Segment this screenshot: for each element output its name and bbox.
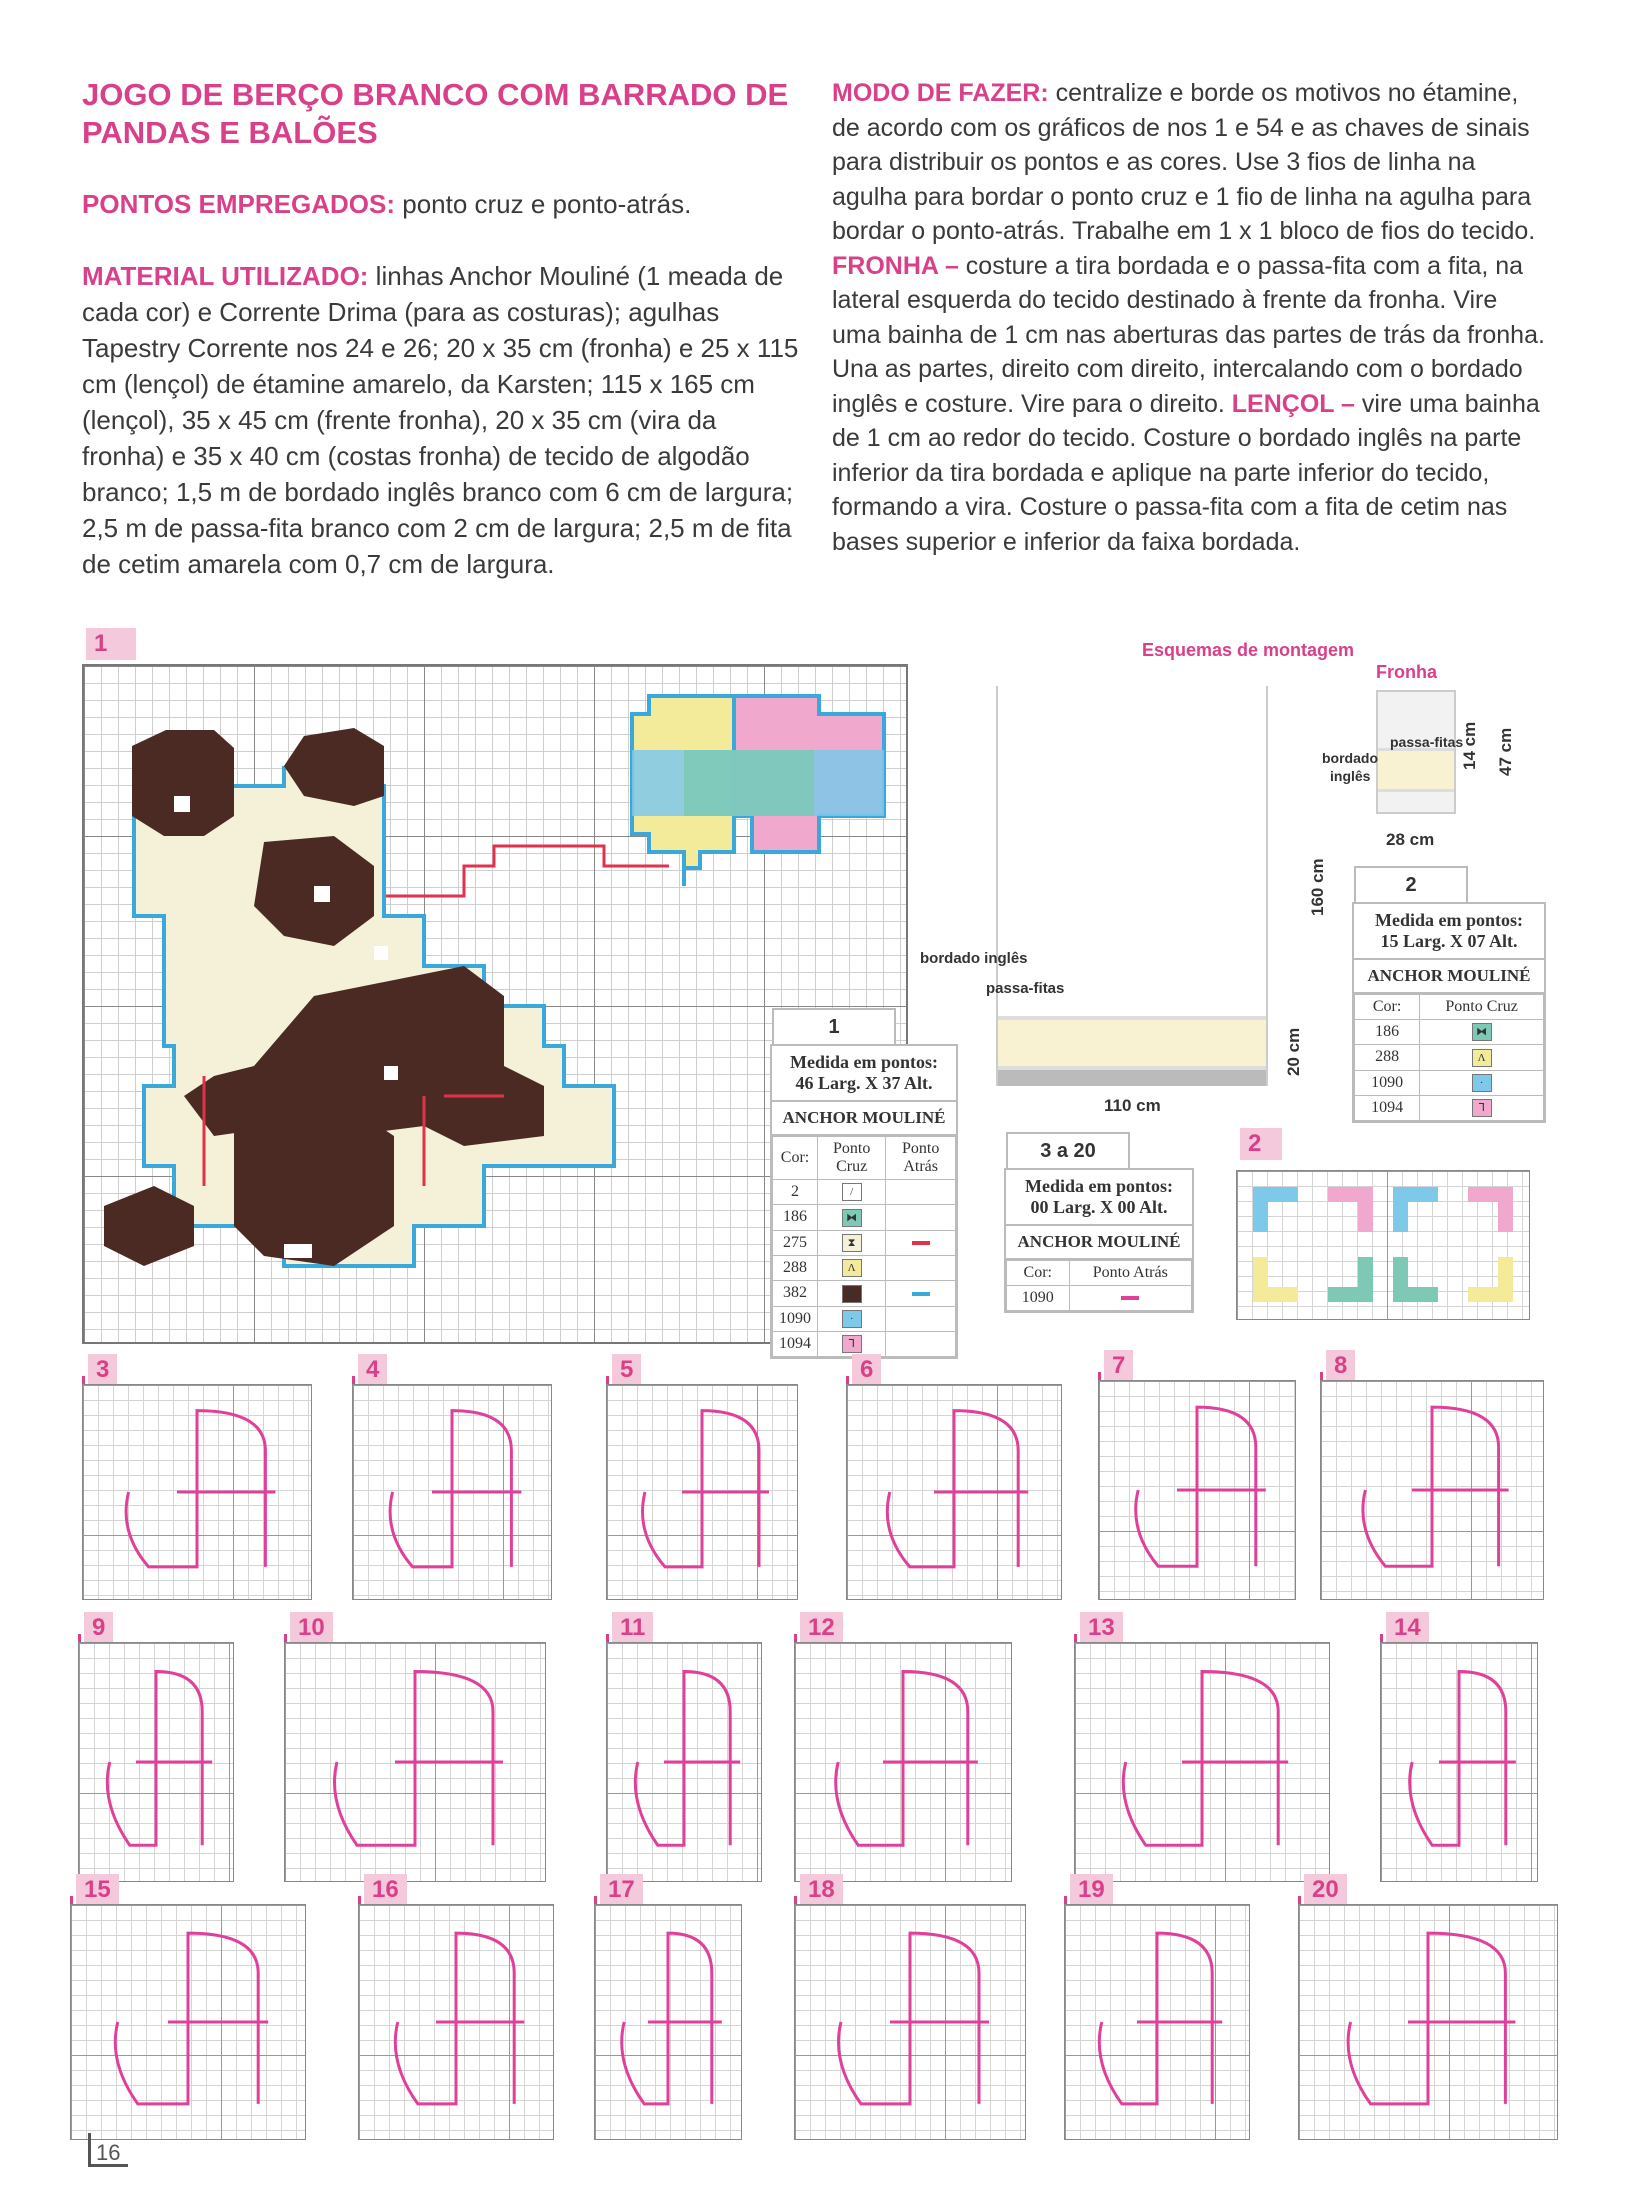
- material-label: MATERIAL UTILIZADO:: [82, 261, 369, 291]
- pontos-label: PONTOS EMPREGADOS:: [82, 189, 396, 219]
- lencol-text: vire uma bainha de 1 cm ao redor do tecido. Costure o bordado inglês na parte inferior da tira bordada e aplique na parte inferior do tecido, formando a vira. Costure o passa-fita com a fita de cetim nas bases superior e inferior da faixa bordada.: [832, 389, 1540, 556]
- legend1-col-atras: Ponto Atrás: [886, 1137, 956, 1180]
- legend3-col-cor: Cor:: [1007, 1261, 1070, 1286]
- page-number: 16: [96, 2140, 121, 2165]
- dim-160: 160 cm: [1308, 858, 1327, 916]
- legend-chart2: [1352, 874, 1546, 1123]
- legend2-medida-label: Medida em pontos:: [1375, 910, 1523, 930]
- legend1-cor: 1094: [773, 1331, 818, 1356]
- fronha-label: FRONHA –: [832, 251, 959, 280]
- right-text-column: [832, 76, 1552, 595]
- letter-chart-number: 16: [364, 1874, 407, 1906]
- letter-chart-number: 5: [612, 1354, 641, 1386]
- letter-chart-12: [794, 1612, 1010, 1880]
- letter-stroke: [836, 1672, 978, 1846]
- legend1-medida-value: 46 Larg. X 37 Alt.: [795, 1073, 933, 1093]
- legend3-medida: [1006, 1170, 1192, 1226]
- letter-chart-16: [358, 1874, 552, 2138]
- legend2-swatch: ⧓: [1420, 1020, 1544, 1045]
- legend3-cor: 1090: [1007, 1286, 1070, 1311]
- letter-chart-number: 12: [800, 1612, 843, 1644]
- legend3-row: [1007, 1286, 1192, 1311]
- letter-stroke: [107, 1672, 212, 1846]
- letter-stitch-lines: [353, 1385, 551, 1599]
- letter-chart-number: 14: [1386, 1612, 1429, 1644]
- letter-stitch-lines: [71, 1905, 305, 2139]
- letter-stroke: [622, 1933, 722, 2104]
- letter-chart-18: [794, 1874, 1024, 2138]
- legend1-swatch: Λ: [818, 1255, 886, 1280]
- letter-chart-number: 8: [1326, 1350, 1355, 1382]
- legend2-swatch: Λ: [1420, 1045, 1544, 1070]
- lencol-passa-fitas: passa-fitas: [986, 980, 1065, 997]
- letter-chart-grid: [1298, 1904, 1558, 2140]
- dim-110: 110 cm: [1104, 1096, 1161, 1115]
- fronha-text: costure a tira bordada e o passa-fita com a fita, na lateral esquerda do tecido destinado à frente da fronha. Vire uma bainha de 1 cm nas aberturas das partes de trás da fronha. Una as partes, direito com direito, intercalando com o bordado inglês e costure. Vire para o direito.: [832, 251, 1545, 418]
- letter-chart-grid: [1064, 1904, 1250, 2140]
- legend2-tab: 2: [1354, 866, 1468, 902]
- legend-letters: [1004, 1140, 1194, 1313]
- balloon-motif: [384, 696, 884, 896]
- legend1-swatch: ·: [818, 1306, 886, 1331]
- legend1-cor: 2: [773, 1180, 818, 1205]
- legend2-cor: 1094: [1355, 1095, 1420, 1120]
- legend2-medida-value: 15 Larg. X 07 Alt.: [1380, 931, 1518, 951]
- letter-chart-4: [352, 1354, 550, 1598]
- letter-chart-grid: [358, 1904, 554, 2140]
- legend1-row: [773, 1306, 956, 1331]
- letter-chart-number: 17: [600, 1874, 643, 1906]
- letter-chart-number: 19: [1070, 1874, 1113, 1906]
- letter-stitch-lines: [595, 1905, 741, 2139]
- fronha-passa-fitas: passa-fitas: [1390, 734, 1464, 750]
- letter-stitch-lines: [607, 1385, 797, 1599]
- legend3-medida-value: 00 Larg. X 00 Alt.: [1030, 1197, 1168, 1217]
- legend1-cor: 1090: [773, 1306, 818, 1331]
- letter-chart-20: [1298, 1874, 1556, 2138]
- letter-chart-grid: [284, 1642, 546, 1882]
- pontos-paragraph: [82, 186, 802, 222]
- material-paragraph: [82, 258, 802, 582]
- letter-chart-grid: [78, 1642, 234, 1882]
- letter-stroke: [1363, 1407, 1509, 1566]
- legend3-table: [1006, 1260, 1192, 1311]
- legend1-medida-label: Medida em pontos:: [790, 1052, 938, 1072]
- montagem-title: Esquemas de montagem: [1142, 640, 1355, 660]
- article-title: JOGO DE BERÇO BRANCO COM BARRADO DE PANDAS E BALÕES: [82, 77, 789, 150]
- letter-chart-number: 6: [852, 1354, 881, 1386]
- legend1-atras: [886, 1306, 956, 1331]
- legend1-cor: 186: [773, 1205, 818, 1230]
- letter-chart-grid: [1380, 1642, 1538, 1882]
- letter-chart-7: [1098, 1350, 1294, 1598]
- letter-chart-3: [82, 1354, 310, 1598]
- legend2-cor: 186: [1355, 1020, 1420, 1045]
- letter-chart-number: 20: [1304, 1874, 1347, 1906]
- chart2-pattern: [1237, 1171, 1529, 1319]
- letter-chart-grid: [594, 1904, 742, 2140]
- legend1-brand: ANCHOR MOULINÉ: [772, 1102, 956, 1136]
- material-text: linhas Anchor Mouliné (1 meada de cada cor) e Corrente Drima (para as costuras); agulhas Tapestry Corrente nos 24 e 26; 20 x 35 cm (fronha) e 25 x 115 cm (lençol) de étamine amarelo, da Karsten; 115 x 165 cm (lençol), 35 x 45 cm (frente fronha), 20 x 35 cm (vira da fronha) e 35 x 40 cm (costas fronha) de tecido de algodão branco; 1,5 m de bordado inglês branco com 6 cm de largura; 2,5 m de passa-fita branco com 2 cm de largura; 2,5 m de fita de cetim amarela com 0,7 cm de largura.: [82, 261, 799, 579]
- letter-stitch-lines: [795, 1905, 1025, 2139]
- legend1-row: [773, 1331, 956, 1356]
- letter-chart-grid: [794, 1904, 1026, 2140]
- fronha-scheme: [1376, 690, 1456, 814]
- legend1-swatch: ⧓: [818, 1205, 886, 1230]
- legend2-swatch: ·: [1420, 1070, 1544, 1095]
- letter-chart-grid: [846, 1384, 1062, 1600]
- legend-chart1: [770, 1016, 958, 1359]
- legend1-swatch: /: [818, 1180, 886, 1205]
- legend3-atras: [1069, 1286, 1191, 1311]
- letter-chart-number: 3: [88, 1354, 117, 1386]
- letter-chart-17: [594, 1874, 740, 2138]
- lencol-bottom: [998, 1070, 1266, 1086]
- letter-stroke: [1136, 1407, 1266, 1566]
- legend2-cor: 288: [1355, 1045, 1420, 1070]
- legend1-col-cruz: Ponto Cruz: [818, 1137, 886, 1180]
- chart2-number: 2: [1240, 1128, 1282, 1160]
- legend1-swatch: ⧗: [818, 1230, 886, 1255]
- letter-chart-14: [1380, 1612, 1536, 1880]
- letter-stroke: [335, 1672, 504, 1846]
- lencol-scheme: [996, 686, 1268, 1086]
- dim-47: 47 cm: [1496, 727, 1515, 776]
- letter-stitch-lines: [79, 1643, 233, 1881]
- letter-stroke: [1348, 1933, 1515, 2104]
- letter-stroke: [1410, 1672, 1516, 1846]
- letter-stroke: [643, 1411, 770, 1567]
- letter-stitch-lines: [847, 1385, 1061, 1599]
- letter-chart-number: 4: [358, 1354, 387, 1386]
- legend1-swatch: ᒣ: [818, 1331, 886, 1356]
- letter-chart-13: [1074, 1612, 1328, 1880]
- chart1-number: 1: [86, 628, 136, 660]
- legend2-row: [1355, 1020, 1544, 1045]
- legend1-atras: [886, 1205, 956, 1230]
- legend3-medida-label: Medida em pontos:: [1025, 1176, 1173, 1196]
- letter-chart-grid: [606, 1642, 762, 1882]
- letter-stroke: [395, 1933, 524, 2104]
- legend1-row: [773, 1281, 956, 1306]
- letter-chart-grid: [606, 1384, 798, 1600]
- legend2-swatch: ᒣ: [1420, 1095, 1544, 1120]
- letter-chart-19: [1064, 1874, 1248, 2138]
- letter-stroke: [887, 1411, 1028, 1567]
- letter-chart-15: [70, 1874, 304, 2138]
- lencol-bordado-ingles: bordado inglês: [920, 950, 1028, 967]
- letter-stitch-lines: [1075, 1643, 1329, 1881]
- legend1-row: [773, 1255, 956, 1280]
- lencol-label: LENÇOL –: [1231, 389, 1355, 418]
- letter-chart-number: 15: [76, 1874, 119, 1906]
- dim-28: 28 cm: [1386, 830, 1435, 849]
- legend2-brand: ANCHOR MOULINÉ: [1354, 960, 1544, 994]
- letter-stitch-lines: [1299, 1905, 1557, 2139]
- page-number-bar: [88, 2133, 91, 2167]
- letter-stitch-lines: [285, 1643, 545, 1881]
- legend1-tab: 1: [772, 1008, 896, 1044]
- legend1-atras: [886, 1281, 956, 1306]
- letter-chart-11: [606, 1612, 760, 1880]
- letter-chart-number: 10: [290, 1612, 333, 1644]
- legend1-atras: [886, 1331, 956, 1356]
- legend1-medida: [772, 1046, 956, 1102]
- legend1-atras: [886, 1255, 956, 1280]
- letter-chart-number: 11: [612, 1612, 653, 1644]
- letter-stitch-lines: [607, 1643, 761, 1881]
- letter-chart-number: 13: [1080, 1612, 1123, 1644]
- modo-label: MODO DE FAZER:: [832, 79, 1049, 107]
- letter-chart-10: [284, 1612, 544, 1880]
- letter-chart-grid: [1320, 1380, 1544, 1600]
- fronha-ingles: inglês: [1330, 768, 1371, 784]
- letter-stitch-lines: [1381, 1643, 1537, 1881]
- legend3-col-atras: Ponto Atrás: [1069, 1261, 1191, 1286]
- legend1-cor: 288: [773, 1255, 818, 1280]
- legend1-atras: [886, 1230, 956, 1255]
- letter-chart-grid: [70, 1904, 306, 2140]
- modo-paragraph: [832, 76, 1552, 559]
- letter-stroke: [115, 1933, 268, 2104]
- modo-text: centralize e borde os motivos no étamine, de acordo com os gráficos de nos 1 e 54 e as chaves de sinais para distribuir os pontos e as cores. Use 3 fios de linha na agulha para bordar o ponto cruz e 1 fio de linha na agulha para bordar o ponto-atrás. Trabalhe em 1 x 1 bloco de fios do tecido.: [832, 79, 1536, 245]
- legend2-table: [1354, 994, 1544, 1121]
- letter-chart-number: 9: [84, 1612, 113, 1644]
- left-text-column: [82, 186, 802, 618]
- fronha-bordado: bordado: [1322, 750, 1378, 766]
- legend1-col-cor: Cor:: [773, 1137, 818, 1180]
- legend1-cor: 275: [773, 1230, 818, 1255]
- lencol-band: [998, 1016, 1266, 1070]
- letter-chart-grid: [1074, 1642, 1330, 1882]
- letter-stitch-lines: [1321, 1381, 1543, 1599]
- letter-stroke: [1099, 1933, 1222, 2104]
- fronha-band: [1378, 748, 1454, 792]
- letter-stitch-lines: [359, 1905, 553, 2139]
- legend2-medida: [1354, 904, 1544, 960]
- letter-stitch-lines: [795, 1643, 1011, 1881]
- letter-chart-number: 7: [1104, 1350, 1133, 1382]
- dim-14: 14 cm: [1460, 721, 1479, 770]
- legend2-cor: 1090: [1355, 1070, 1420, 1095]
- legend3-tab: 3 a 20: [1006, 1132, 1130, 1168]
- legend2-col-cruz: Ponto Cruz: [1420, 995, 1544, 1020]
- legend3-brand: ANCHOR MOULINÉ: [1006, 1226, 1192, 1260]
- legend1-row: [773, 1205, 956, 1230]
- letter-chart-6: [846, 1354, 1060, 1598]
- legend2-col-cor: Cor:: [1355, 995, 1420, 1020]
- letter-chart-5: [606, 1354, 796, 1598]
- legend1-cor: 382: [773, 1281, 818, 1306]
- legend1-row: [773, 1180, 956, 1205]
- legend2-row: [1355, 1045, 1544, 1070]
- letter-stitch-lines: [1065, 1905, 1249, 2139]
- legend1-atras: [886, 1180, 956, 1205]
- letter-stroke: [635, 1672, 740, 1846]
- letter-stroke: [126, 1411, 275, 1567]
- dim-20: 20 cm: [1284, 1027, 1303, 1076]
- legend1-table: [772, 1136, 956, 1357]
- letter-chart-grid: [1098, 1380, 1296, 1600]
- letter-stroke: [390, 1411, 521, 1567]
- letter-chart-number: 18: [800, 1874, 843, 1906]
- letter-chart-grid: [352, 1384, 552, 1600]
- letter-chart-grid: [794, 1642, 1012, 1882]
- letter-stroke: [839, 1933, 990, 2104]
- legend2-row: [1355, 1095, 1544, 1120]
- letter-chart-grid: [82, 1384, 312, 1600]
- fronha-scheme-label: Fronha: [1376, 662, 1437, 682]
- chart2-grid: [1236, 1170, 1530, 1320]
- letter-chart-9: [78, 1612, 232, 1880]
- panda-motif: [104, 728, 614, 1266]
- letter-stitch-lines: [83, 1385, 311, 1599]
- legend1-row: [773, 1230, 956, 1255]
- legend2-row: [1355, 1070, 1544, 1095]
- letter-chart-8: [1320, 1350, 1542, 1598]
- pontos-text: ponto cruz e ponto-atrás.: [395, 189, 692, 219]
- letter-stitch-lines: [1099, 1381, 1295, 1599]
- legend1-swatch: %: [818, 1281, 886, 1306]
- letter-stroke: [1123, 1672, 1288, 1846]
